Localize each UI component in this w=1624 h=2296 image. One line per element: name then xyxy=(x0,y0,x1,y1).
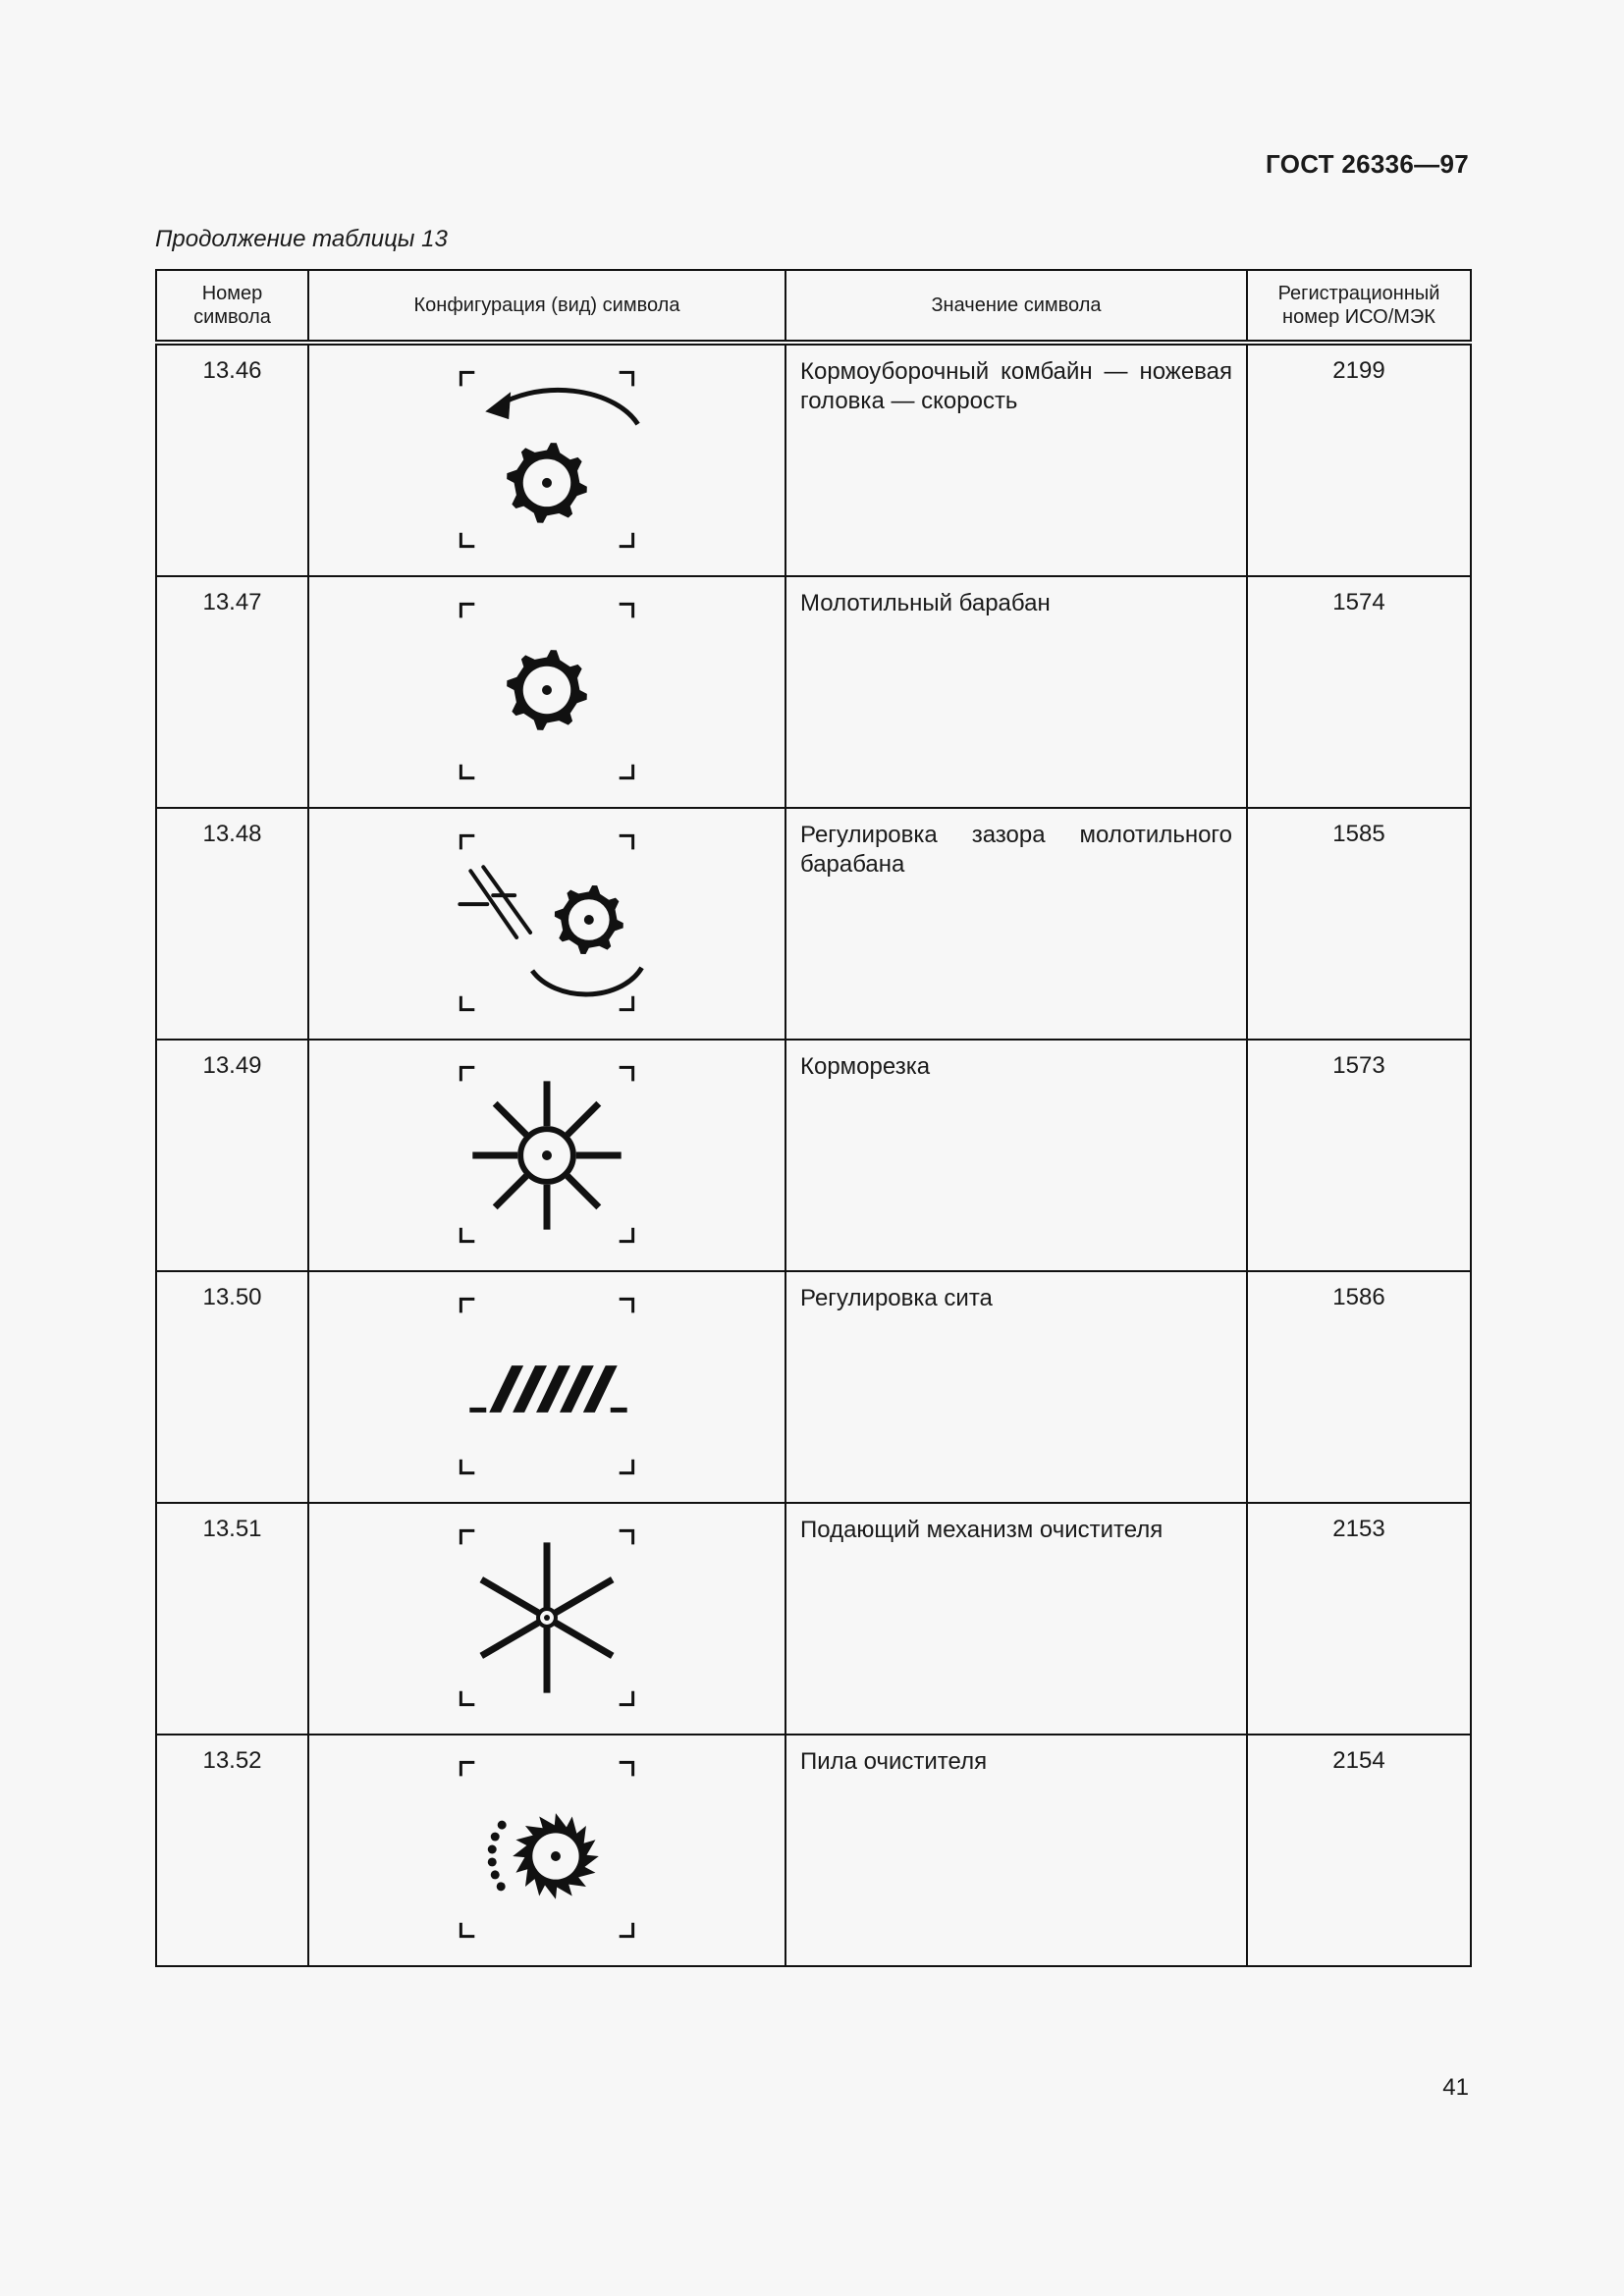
table-row xyxy=(156,1271,1471,1503)
table-row xyxy=(156,1735,1471,1966)
symbol-configuration xyxy=(308,343,785,576)
table-row xyxy=(156,808,1471,1040)
threshing-drum-icon xyxy=(309,577,785,807)
threshing-drum-clearance-adjust-icon xyxy=(309,809,785,1039)
registration-number: 2154 xyxy=(1247,1735,1471,1966)
table-header-row xyxy=(156,270,1471,343)
column-header-number: Номер символа xyxy=(156,270,308,343)
table-row xyxy=(156,1040,1471,1271)
symbol-meaning: Пила очистителя xyxy=(785,1735,1247,1966)
registration-number: 2153 xyxy=(1247,1503,1471,1735)
page-number: 41 xyxy=(1442,2074,1469,2101)
table-row xyxy=(156,576,1471,808)
symbol-configuration xyxy=(308,1271,785,1503)
symbol-number: 13.46 xyxy=(156,343,308,576)
symbol-configuration xyxy=(308,1503,785,1735)
symbol-number: 13.48 xyxy=(156,808,308,1040)
symbol-number: 13.49 xyxy=(156,1040,308,1271)
cleaner-feed-mechanism-icon xyxy=(309,1504,785,1734)
forage-harvester-knife-head-speed-icon xyxy=(309,346,785,575)
standard-code: ГОСТ 26336—97 xyxy=(1266,149,1469,179)
column-header-registration: Регистрационный номер ИСО/МЭК xyxy=(1247,270,1471,343)
symbol-meaning: Регулировка сита xyxy=(785,1271,1247,1503)
sieve-adjust-icon xyxy=(309,1272,785,1502)
cleaner-saw-icon xyxy=(309,1735,785,1965)
registration-number: 1573 xyxy=(1247,1040,1471,1271)
symbol-configuration xyxy=(308,1040,785,1271)
registration-number: 1586 xyxy=(1247,1271,1471,1503)
column-header-configuration: Конфигурация (вид) символа xyxy=(308,270,785,343)
table-row xyxy=(156,1503,1471,1735)
symbol-meaning: Подающий механизм очистителя xyxy=(785,1503,1247,1735)
forage-cutter-icon xyxy=(309,1041,785,1270)
registration-number: 1574 xyxy=(1247,576,1471,808)
symbol-meaning: Регулировка зазора молотильного барабана xyxy=(785,808,1247,1040)
symbol-meaning: Молотильный барабан xyxy=(785,576,1247,808)
symbol-number: 13.50 xyxy=(156,1271,308,1503)
table-row xyxy=(156,343,1471,576)
symbols-table xyxy=(155,269,1472,1967)
symbol-configuration xyxy=(308,1735,785,1966)
symbol-meaning: Кормоуборочный комбайн — ножевая головка — скорость xyxy=(785,343,1247,576)
table-caption: Продолжение таблицы 13 xyxy=(155,226,448,252)
column-header-meaning: Значение символа xyxy=(785,270,1247,343)
registration-number: 1585 xyxy=(1247,808,1471,1040)
symbol-configuration xyxy=(308,576,785,808)
symbol-number: 13.52 xyxy=(156,1735,308,1966)
symbol-configuration xyxy=(308,808,785,1040)
symbol-number: 13.51 xyxy=(156,1503,308,1735)
symbol-number: 13.47 xyxy=(156,576,308,808)
symbol-meaning: Корморезка xyxy=(785,1040,1247,1271)
registration-number: 2199 xyxy=(1247,343,1471,576)
